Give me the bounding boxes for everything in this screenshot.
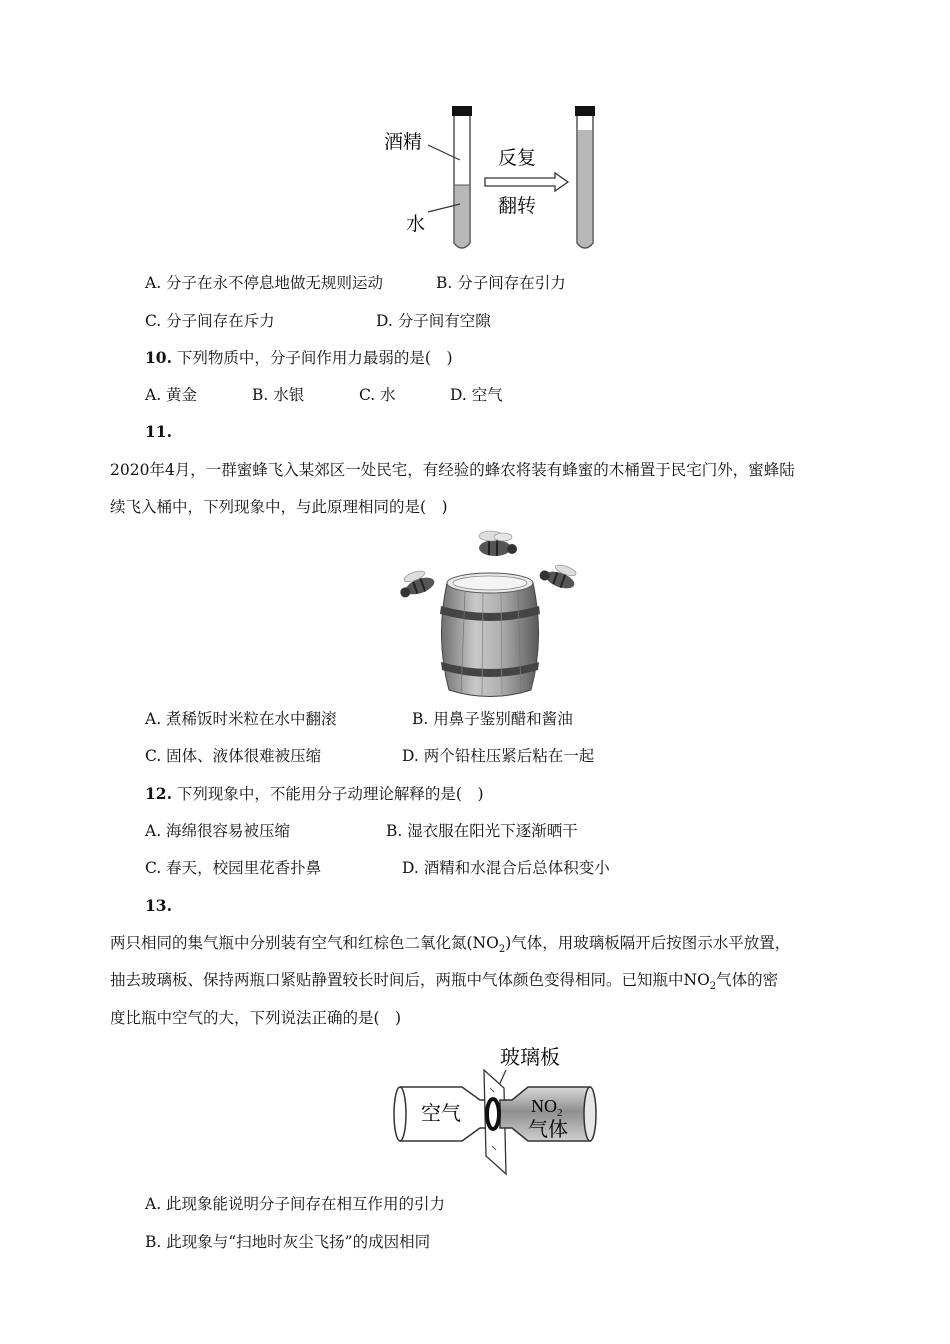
q11-number: 11.: [145, 422, 172, 441]
q10-option-d[interactable]: D. 空气: [450, 386, 503, 404]
no2-bottle: [500, 1087, 596, 1141]
q13-number: 13.: [145, 896, 172, 915]
q12-number: 12.: [145, 784, 172, 803]
arrow-icon: [485, 173, 568, 191]
q12-option-d[interactable]: D. 酒精和水混合后总体积变小: [402, 859, 610, 877]
q10-number: 10.: [145, 348, 172, 367]
bee-icon: [395, 567, 436, 600]
q12-option-a[interactable]: A. 海绵很容易被压缩: [145, 822, 291, 840]
barrel-icon: [440, 573, 540, 697]
q13-stem-line1: 两只相同的集气瓶中分别装有空气和红棕色二氧化氮$(NO_2)$气体，用玻璃板隔开后按图示水平放置，: [110, 934, 791, 956]
label-gas: 气体: [528, 1117, 568, 1141]
bee-icon: [479, 531, 517, 556]
air-bottle: [394, 1087, 490, 1141]
q10-stem: 下列物质中，分子间作用力最弱的是( ): [176, 349, 453, 367]
label-no2: $NO_2$: [531, 1096, 563, 1119]
q9-option-c[interactable]: C. 分子间存在斥力: [145, 312, 275, 330]
q9-option-d[interactable]: D. 分子间有空隙: [376, 312, 491, 330]
q11-stem-line1: 2020年4月，一群蜜蜂飞入某郊区一处民宅，有经验的蜂农将装有蜂蜜的木桶置于民宅门外，蜜蜂陆: [110, 461, 795, 479]
label-air: 空气: [421, 1101, 461, 1125]
label-water: 水: [406, 213, 426, 235]
q13-stem-line3: 度比瓶中空气的大，下列说法正确的是( ): [110, 1009, 402, 1027]
left-tube-stopper: [452, 106, 472, 116]
gas-bottles-figure: [388, 1040, 600, 1176]
q12-question: [145, 783, 484, 805]
honey-barrel-figure: [385, 528, 595, 700]
q13-stem-line2: 抽去玻璃板、保持两瓶口紧贴静置较长时间后，两瓶中气体颜色变得相同。已知瓶中$NO_2$气体的密: [110, 971, 779, 993]
right-tube-stopper: [575, 106, 595, 116]
q12-option-c[interactable]: C. 春天，校园里花香扑鼻: [145, 859, 322, 877]
q12-stem: 下列现象中，不能用分子动理论解释的是( ): [176, 785, 484, 803]
q13-option-a[interactable]: A. 此现象能说明分子间存在相互作用的引力: [145, 1195, 446, 1213]
q10-option-a[interactable]: A. 黄金: [145, 386, 198, 404]
q11-option-c[interactable]: C. 固体、液体很难被压缩: [145, 747, 322, 765]
arrow-label-top: 反复: [498, 147, 537, 169]
q11-option-a[interactable]: A. 煮稀饭时米粒在水中翻滚: [145, 710, 337, 728]
left-tube-water: [455, 185, 469, 247]
right-tube-mixture: [578, 130, 592, 247]
q12-option-b[interactable]: B. 湿衣服在阳光下逐渐晒干: [386, 822, 578, 840]
q10-option-c[interactable]: C. 水: [359, 386, 396, 404]
q11-option-d[interactable]: D. 两个铅柱压紧后粘在一起: [402, 747, 595, 765]
bee-icon: [538, 559, 579, 592]
label-glass-plate: 玻璃板: [500, 1045, 560, 1069]
q10-option-b[interactable]: B. 水银: [252, 386, 305, 404]
q11-stem-line2: 续飞入桶中，下列现象中，与此原理相同的是( ): [110, 498, 448, 516]
q11-option-b[interactable]: B. 用鼻子鉴别醋和酱油: [412, 710, 573, 728]
q13-option-b[interactable]: B. 此现象与“扫地时灰尘飞扬”的成因相同: [145, 1233, 431, 1251]
arrow-label-bottom: 翻转: [498, 195, 537, 217]
label-alcohol: 酒精: [384, 131, 423, 153]
q9-option-b[interactable]: B. 分子间存在引力: [436, 274, 566, 292]
q9-option-a[interactable]: A. 分子在永不停息地做无规则运动: [145, 274, 384, 292]
test-tube-figure: [370, 100, 610, 260]
q10-question: [145, 347, 453, 369]
